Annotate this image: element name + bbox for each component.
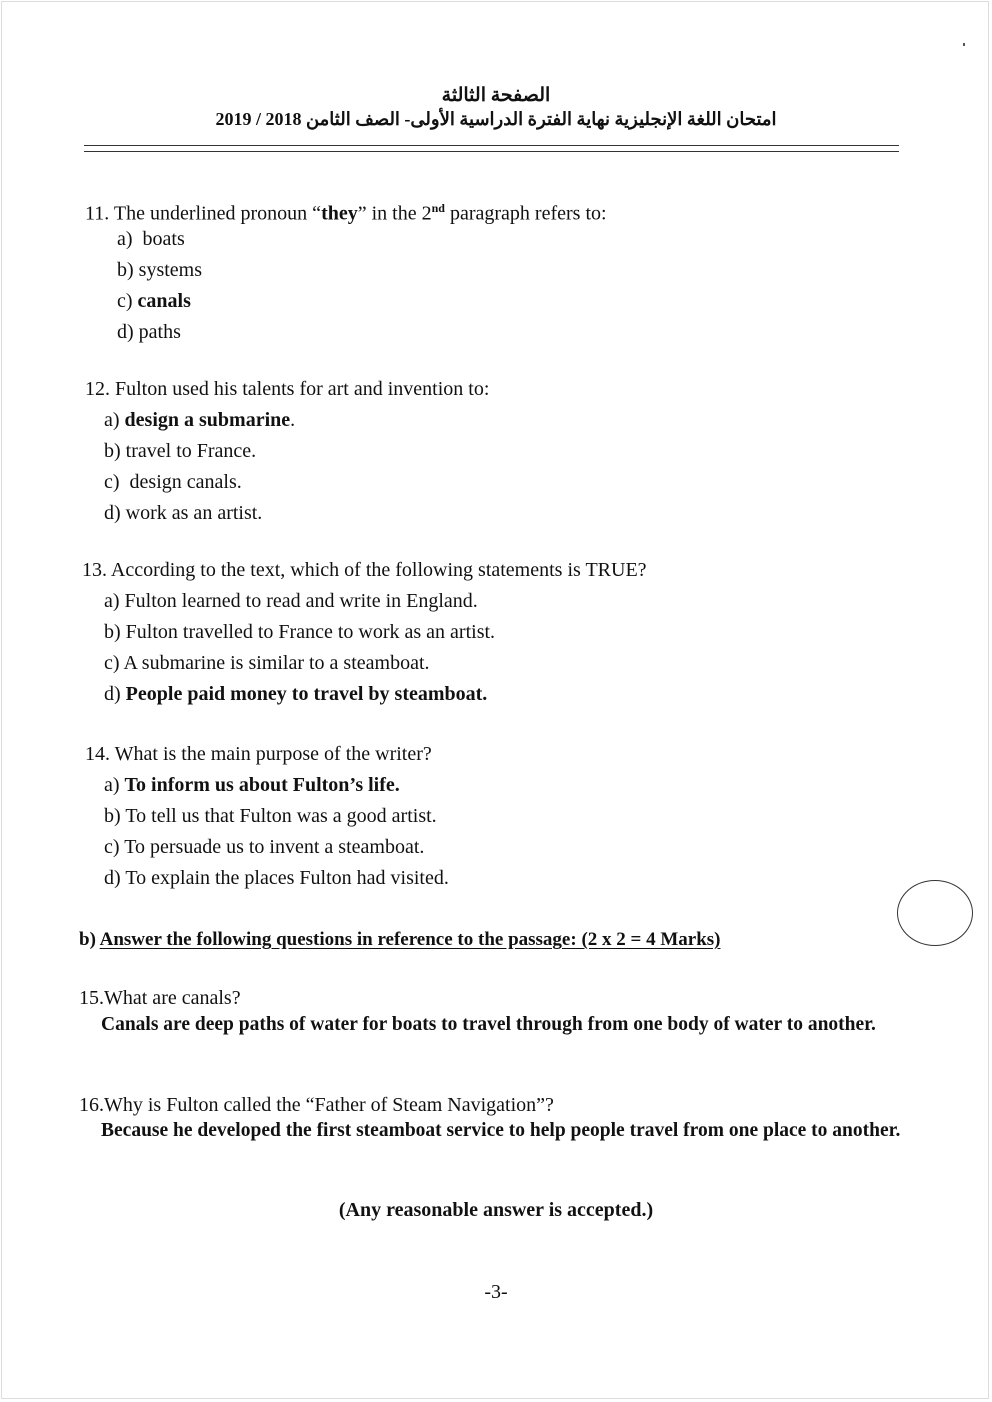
underlined-pronoun: they — [321, 202, 358, 225]
option-13-b: b) Fulton travelled to France to work as an artist. — [104, 621, 496, 643]
exam-title: امتحان اللغة الإنجليزية نهاية الفترة الدراسية الأولى- الصف الثامن 2018 / 2019 — [215, 109, 777, 129]
hand-drawn-circle — [897, 880, 973, 946]
option-11-a: a) boats — [117, 228, 185, 250]
question-14: 14. What is the main purpose of the writer? — [85, 743, 432, 765]
option-11-d: d) paths — [117, 321, 181, 343]
page-label: الصفحة الثالثة — [441, 85, 551, 106]
option-12-a: a) design a submarine. — [104, 409, 296, 431]
answer-15: Canals are deep paths of water for boats to travel through from one body of water to another. — [101, 1014, 876, 1035]
option-14-d: d) To explain the places Fulton had visited. — [104, 867, 449, 889]
question-11: 11. The underlined pronoun “they” in the 2nd paragraph refers to: — [85, 201, 607, 225]
option-14-c: c) To persuade us to invent a steamboat. — [104, 836, 425, 858]
grading-note: (Any reasonable answer is accepted.) — [338, 1199, 654, 1221]
option-12-b: b) travel to France. — [104, 440, 257, 462]
section-b-instruction: Answer the following questions in reference to the passage: (2 x 2 = 4 Marks) — [99, 929, 721, 950]
scan-speck — [963, 43, 965, 46]
option-13-c: c) A submarine is similar to a steamboat. — [104, 652, 430, 674]
option-11-c: c) canals — [117, 290, 191, 312]
header-separator-line-2 — [84, 151, 899, 152]
question-13: 13. According to the text, which of the following statements is TRUE? — [82, 559, 647, 581]
header-separator-line-1 — [84, 145, 899, 146]
question-12: 12. Fulton used his talents for art and invention to: — [85, 378, 490, 400]
question-16: 16.Why is Fulton called the “Father of Steam Navigation”? — [79, 1094, 554, 1116]
option-13-a: a) Fulton learned to read and write in England. — [104, 590, 478, 612]
option-14-a: a) To inform us about Fulton’s life. — [104, 774, 400, 796]
answer-16: Because he developed the first steamboat service to help people travel from one place to another. — [101, 1120, 901, 1141]
section-b-heading: b) Answer the following questions in reference to the passage: (2 x 2 = 4 Marks) — [79, 929, 721, 950]
question-15: 15.What are canals? — [79, 987, 241, 1009]
option-11-b: b) systems — [117, 259, 203, 281]
page-number: -3- — [484, 1281, 508, 1303]
option-12-c: c) design canals. — [104, 471, 242, 493]
option-13-d: d) People paid money to travel by steamboat. — [104, 683, 488, 705]
option-12-d: d) work as an artist. — [104, 502, 263, 524]
option-14-b: b) To tell us that Fulton was a good artist. — [104, 805, 437, 827]
